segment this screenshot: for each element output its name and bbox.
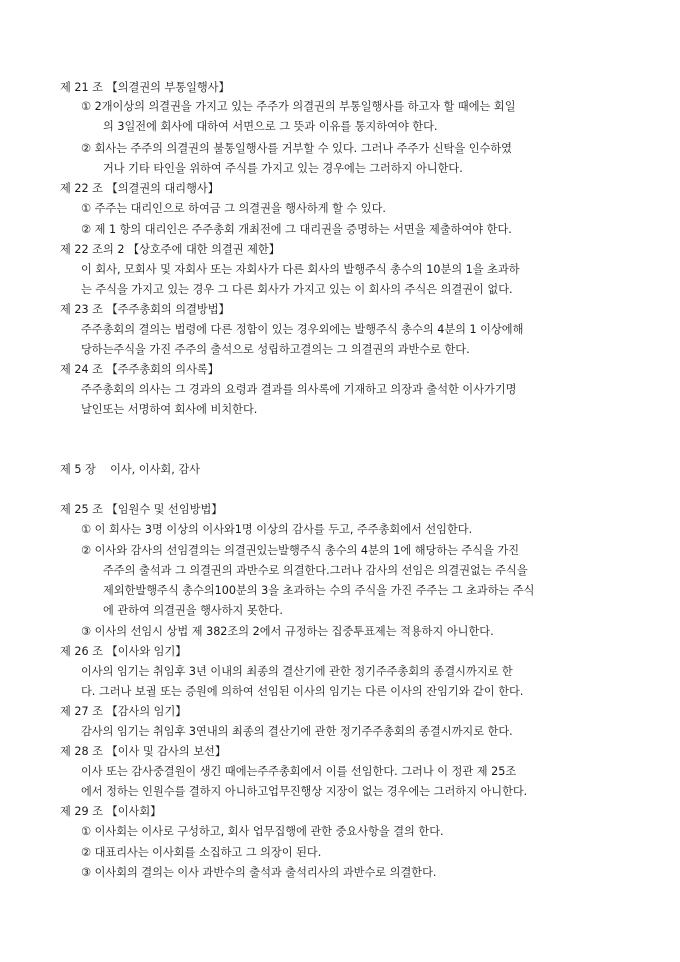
- article-29-heading: 제 29 조 【이사회】: [60, 805, 162, 818]
- article-21-item-2-cont: 거나 기타 타인을 위하여 주식를 가지고 있는 경우에는 그러하지 아니한다.: [103, 162, 463, 175]
- article-24-body-2: 날인또는 서명하여 회사에 비치한다.: [81, 403, 258, 416]
- article-28-body-2: 에서 정하는 인원수를 결하지 아니하고업무진행상 지장이 없는 경우에는 그러하지 아니한다.: [81, 785, 528, 798]
- article-21-item-1-cont: 의 3일전에 회사에 대하여 서면으로 그 뜻과 이유를 통지하여야 한다.: [103, 120, 438, 133]
- article-29-item-1: ① 이사회는 이사로 구성하고, 회사 업무집행에 관한 중요사항을 결의 한다.: [81, 825, 444, 838]
- article-28-body-1: 이사 또는 감사중결원이 생긴 때에는주주총회에서 이를 선임한다. 그러나 이 정관 제 25조: [81, 765, 517, 778]
- article-28-heading: 제 28 조 【이사 및 감사의 보선】: [60, 745, 227, 758]
- article-22-item-2: ② 제 1 항의 대리인은 주주총회 개최전에 그 대리권을 증명하는 서면을 제출하여야 한다.: [81, 223, 512, 236]
- article-27-heading: 제 27 조 【감사의 임기】: [60, 705, 187, 718]
- article-26-body-1: 이사의 임기는 취임후 3년 이내의 최종의 결산기에 관한 정기주주총회의 종결시까지로 한: [81, 665, 513, 678]
- article-22-2-heading: 제 22 조의 2 【상호주에 대한 의결권 제한】: [60, 243, 280, 256]
- article-23-heading: 제 23 조 【주주총회의 의결방법】: [60, 303, 230, 316]
- article-24-heading: 제 24 조 【주주총회의 의사록】: [60, 363, 219, 376]
- article-22-heading: 제 22 조 【의결권의 대리행사】: [60, 182, 219, 195]
- article-25-item-2-cont-3: 에 관하여 의결권을 행사하지 못한다.: [103, 604, 283, 617]
- article-21-heading: 제 21 조 【의결권의 부통일행사】: [60, 81, 230, 94]
- article-25-item-1: ① 이 회사는 3명 이상의 이사와1명 이상의 감사를 두고, 주주총회에서 선임한다.: [81, 523, 473, 536]
- article-23-body-2: 당하는주식을 가진 주주의 출석으로 성립하고결의는 그 의결권의 과반수로 한다.: [81, 343, 470, 356]
- article-22-2-body-2: 는 주식을 가지고 있는 경우 그 다른 회사가 가지고 있는 이 회사의 주식은 의결권이 없다.: [81, 283, 513, 296]
- article-26-heading: 제 26 조 【이사와 임기】: [60, 645, 187, 658]
- article-27-body: 감사의 임기는 취임후 3연내의 최종의 결산기에 관한 정기주주총회의 종결시까지로 한다.: [81, 725, 513, 738]
- article-21-item-1: ① 2개이상의 의결권을 가지고 있는 주주가 의결권의 부통일행사를 하고자 할 때에는 회일: [81, 100, 516, 113]
- article-22-item-1: ① 주주는 대리인으로 하여금 그 의결권을 행사하게 할 수 있다.: [81, 202, 386, 215]
- article-23-body-1: 주주총회의 결의는 법령에 다른 정함이 있는 경우외에는 발행주식 총수의 4분의 1 이상에해: [81, 323, 524, 336]
- article-25-item-2-cont-1: 주주의 출석과 그 의결권의 과반수로 의결한다.그러나 감사의 선임은 의결권없는 주식을: [103, 564, 528, 577]
- article-25-heading: 제 25 조 【임원수 및 선임방법】: [60, 503, 223, 516]
- article-29-item-2: ② 대표리사는 이사회를 소집하고 그 의장이 된다.: [81, 846, 322, 859]
- article-25-item-2-cont-2: 제외한발행주식 총수의100분의 3을 초과하는 수의 주식을 가진 주주는 그 초과하는 주식: [103, 584, 535, 597]
- article-29-item-3: ③ 이사회의 결의는 이사 과반수의 출석과 출석리사의 과반수로 의결한다.: [81, 866, 437, 879]
- article-26-body-2: 다. 그러나 보궐 또는 증원에 의하여 선임된 이사의 임기는 다른 이사의 잔임기와 같이 한다.: [81, 685, 524, 698]
- article-25-item-2: ② 이사와 감사의 선임결의는 의결권있는발행주식 총수의 4분의 1에 해당하는 주식을 가진: [81, 544, 520, 557]
- article-24-body-1: 주주총회의 의사는 그 경과의 요령과 결과를 의사록에 기재하고 의장과 출석한 이사가기명: [81, 383, 517, 396]
- article-21-item-2: ② 회사는 주주의 의결권의 불통일행사를 거부할 수 있다. 그러나 주주가 신탁을 인수하였: [81, 142, 512, 155]
- chapter-5-heading: 제 5 장 이사, 이사회, 감사: [60, 463, 200, 476]
- article-25-item-3: ③ 이사의 선임시 상법 제 382조의 2에서 규정하는 집중투표제는 적용하지 아니한다.: [81, 625, 494, 638]
- article-22-2-body-1: 이 회사, 모회사 및 자회사 또는 자회사가 다른 회사의 발행주식 총수의 10분의 1을 초과하: [81, 263, 520, 276]
